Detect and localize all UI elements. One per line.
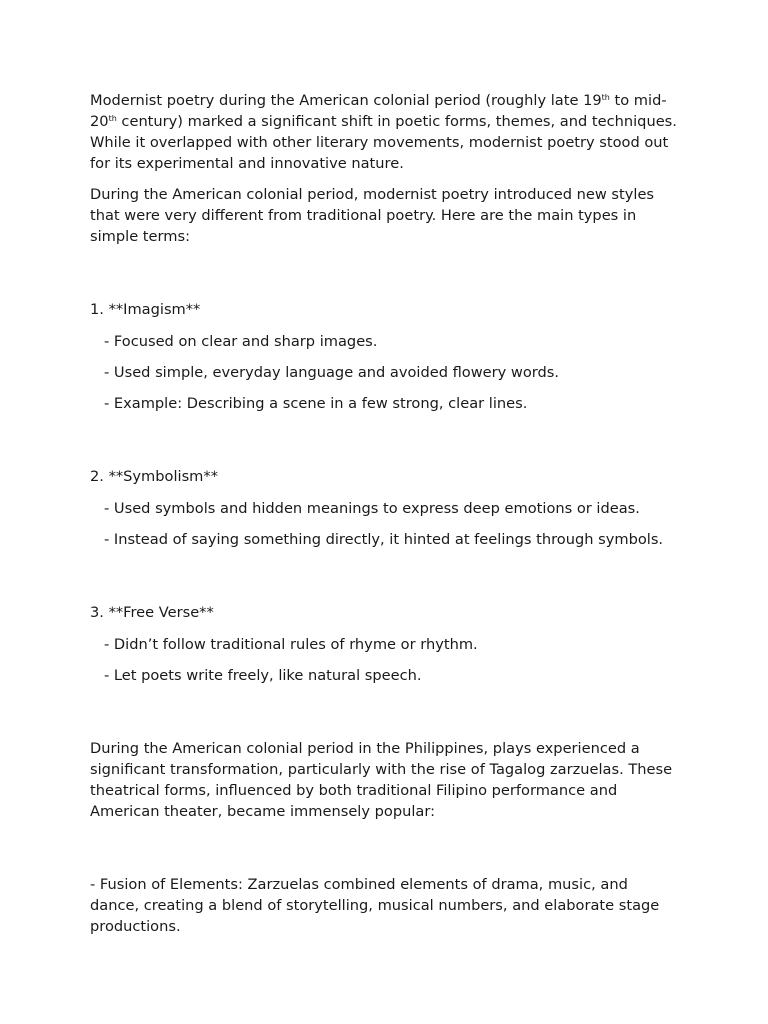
intro-text-1: Modernist poetry during the American colonial period (roughly late 19 — [90, 92, 602, 109]
lead-paragraph: During the American colonial period, modernist poetry introduced new styles that were very different from traditional poetry. Here are the main types in simple terms: — [90, 186, 655, 245]
superscript-th-2: th — [108, 114, 117, 123]
document-body — [90, 90, 680, 937]
fusion-paragraph: - Fusion of Elements: Zarzuelas combined elements of drama, music, and dance, creating a blend of storytelling, musical numbers, and elaborate stage productions. — [90, 876, 660, 935]
section-heading-imagism: 1. **Imagism** — [90, 301, 201, 318]
bullet-item: - Used simple, everyday language and avoided flowery words. — [104, 364, 560, 381]
intro-text-3: century) marked a significant shift in poetic forms, themes, and techniques. While it overlapped with other literary movements, modernist poetry stood out for its experimental and innovative nature. — [90, 113, 677, 172]
plays-paragraph: During the American colonial period in the Philippines, plays experienced a significant transformation, particularly with the rise of Tagalog zarzuelas. These theatrical forms, influenced by both traditional Filipino performance and American theater, became immensely popular: — [90, 740, 673, 820]
bullet-item: - Used symbols and hidden meanings to express deep emotions or ideas. — [104, 500, 640, 517]
bullet-item: - Let poets write freely, like natural speech. — [104, 667, 422, 684]
bullet-item: - Focused on clear and sharp images. — [104, 333, 378, 350]
bullet-item: - Instead of saying something directly, it hinted at feelings through symbols. — [104, 531, 664, 548]
bullet-item: - Example: Describing a scene in a few strong, clear lines. — [104, 395, 528, 412]
section-heading-symbolism: 2. **Symbolism** — [90, 468, 218, 485]
intro-paragraph — [90, 90, 680, 174]
superscript-th-1: th — [601, 93, 610, 102]
bullet-item: - Didn’t follow traditional rules of rhyme or rhythm. — [104, 636, 478, 653]
intro-text-2: to mid-20 — [90, 92, 667, 130]
section-heading-free-verse: 3. **Free Verse** — [90, 604, 214, 621]
